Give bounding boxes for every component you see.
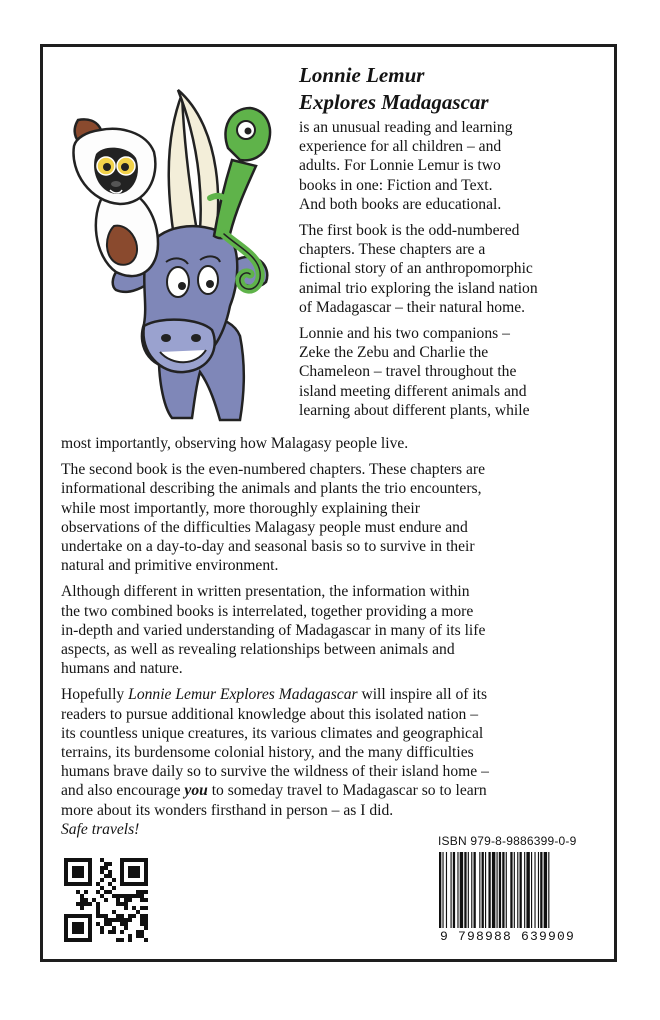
barcode-digits: 9 798988 639909 <box>440 929 576 944</box>
narrow-text-column <box>299 118 538 420</box>
book-title-line-2: Explores Madagascar <box>299 90 489 114</box>
para3-line: Zeke the Zebu and Charlie the <box>299 344 489 362</box>
para1-line: And both books are educational. <box>299 195 502 213</box>
para6-line6-suffix: to someday travel to Madagascar so to learn <box>207 782 487 800</box>
para4-line: informational describing the animals and plants the trio encounters, <box>61 480 482 498</box>
para6-line <box>61 781 489 800</box>
para5-line: the two combined books is interrelated, together providing a more <box>61 602 474 620</box>
wide-text-column <box>61 434 489 839</box>
para6-line: its countless unique creatures, its various climates and geographical <box>61 724 484 742</box>
para1-line: books in one: Fiction and Text. <box>299 176 493 194</box>
para4-line: undertake on a day-to-day and seasonal basis so to survive in their <box>61 538 475 556</box>
safe-travels-text: Safe travels! <box>61 820 140 838</box>
para2-line: of Madagascar – their natural home. <box>299 298 526 316</box>
para2-line: fictional story of an anthropomorphic <box>299 260 533 278</box>
para2-line: chapters. These chapters are a <box>299 241 486 259</box>
para6-line: more about its wonders firsthand in person – as I did. <box>61 801 394 819</box>
para6-emphasis-you: you <box>184 782 208 800</box>
para4-line: The second book is the even-numbered chapters. These chapters are <box>61 461 486 479</box>
para3-line: Lonnie and his two companions – <box>299 325 510 343</box>
book-title-line-1: Lonnie Lemur <box>299 63 425 87</box>
para4-line: natural and primitive environment. <box>61 557 279 575</box>
para6-prefix: Hopefully <box>61 686 129 704</box>
para3-line: learning about different plants, while <box>299 401 530 419</box>
para6-line6-prefix: and also encourage <box>61 782 185 800</box>
book-title <box>299 62 599 116</box>
para5-line: Although different in written presentation, the information within <box>61 583 470 601</box>
para6-line: humans brave daily so to survive the wildness of their island home – <box>61 763 489 781</box>
para6-suffix: will inspire all of its <box>357 686 488 704</box>
para6-line: terrains, its burdensome colonial history, and the many difficulties <box>61 744 474 762</box>
para5-line: humans and nature. <box>61 660 183 678</box>
barcode-icon <box>438 852 598 928</box>
qr-code-icon <box>64 858 148 942</box>
para1-line: adults. For Lonnie Lemur is two <box>299 157 501 175</box>
para2-line: animal trio exploring the island nation <box>299 279 538 297</box>
para3-line: island meeting different animals and <box>299 382 527 400</box>
para5-line: aspects, as well as revealing relationships between animals and <box>61 641 455 659</box>
closing-line <box>61 820 489 839</box>
para3-last-line: most importantly, observing how Malagasy people live. <box>61 435 409 452</box>
para5-line: in-depth and varied understanding of Madagascar in many of its life <box>61 621 486 639</box>
lemur-zebu-chameleon-illustration <box>60 86 300 426</box>
para1-line: experience for all children – and <box>299 138 502 156</box>
para4-line: while most importantly, more thoroughly explaining their <box>61 499 420 517</box>
para6-book-title: Lonnie Lemur Explores Madagascar <box>128 686 358 704</box>
para4-line: observations of the difficulties Malagasy people must endure and <box>61 518 468 536</box>
para1-line: is an unusual reading and learning <box>299 119 513 136</box>
isbn-label: ISBN 979-8-9886399-0-9 <box>438 834 577 848</box>
para3-line: Chameleon – travel throughout the <box>299 363 517 381</box>
para6-line: readers to pursue additional knowledge about this isolated nation – <box>61 705 479 723</box>
para6-line <box>61 685 489 704</box>
para2-line: The first book is the odd-numbered <box>299 222 520 240</box>
